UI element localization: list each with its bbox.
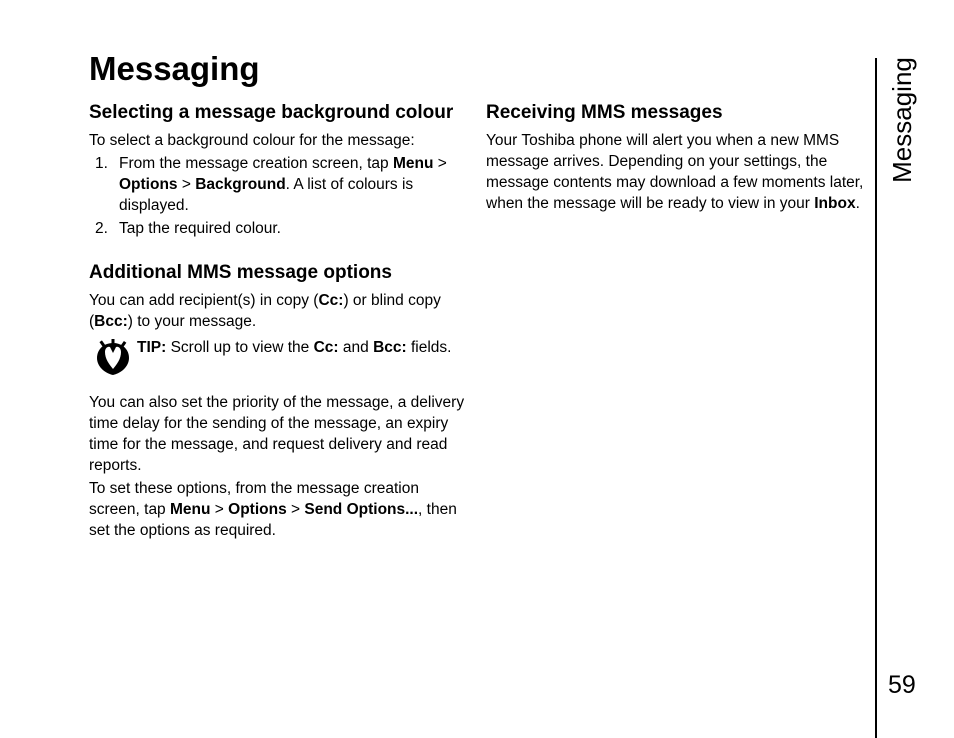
- intro-text: To select a background colour for the message:: [89, 132, 415, 149]
- side-tab-label: Messaging: [887, 57, 918, 183]
- side-chapter-tab: [882, 58, 922, 182]
- cc-term: Cc:: [318, 292, 344, 309]
- right-column: [486, 100, 864, 216]
- section-heading: Additional MMS message options: [89, 262, 392, 283]
- left-column: [89, 100, 471, 543]
- text-run: , then set the options as required.: [89, 501, 457, 539]
- section-background-colour: [89, 100, 471, 239]
- text-run: fields.: [406, 339, 452, 356]
- text-run: ) or blind copy (: [89, 292, 441, 330]
- page-number: 59: [888, 671, 916, 699]
- text-run: Your Toshiba phone will alert you when a new MMS message arrives. Depending on your settings, the message contents may download a few moments later, when the message will be ready to view in your: [486, 132, 864, 212]
- list-item: [89, 218, 471, 239]
- tip-box: [89, 337, 471, 379]
- step-number: 2.: [95, 220, 108, 237]
- step-text: Tap the required colour.: [119, 220, 281, 237]
- bcc-term: Bcc:: [94, 313, 128, 330]
- section-heading: Selecting a message background colour: [89, 102, 454, 123]
- text-run: ) to your message.: [127, 313, 257, 330]
- text-run: You can add recipient(s) in copy (: [89, 292, 319, 309]
- bcc-term: Bcc:: [373, 339, 407, 356]
- text-run: and: [338, 339, 374, 356]
- steps-list: [89, 153, 471, 239]
- inbox-term: Inbox: [814, 195, 856, 212]
- list-item: [89, 153, 471, 216]
- text-run: >: [286, 501, 305, 518]
- paragraph: [486, 130, 864, 214]
- section-heading: Receiving MMS messages: [486, 102, 723, 123]
- text-run: To set these options, from the message creation screen, tap: [89, 480, 419, 518]
- menu-term: Menu: [170, 501, 211, 518]
- side-divider-rule: [875, 58, 877, 738]
- text-run: Scroll up to view the: [166, 339, 314, 356]
- text-run: >: [210, 501, 229, 518]
- section-receiving-mms: [486, 100, 864, 214]
- page-title: Messaging: [89, 50, 260, 87]
- lightbulb-tip-icon: [95, 339, 131, 377]
- menu-term: Menu: [392, 155, 434, 172]
- step-text: >: [433, 155, 447, 172]
- step-text: From the message creation screen, tap: [119, 155, 393, 172]
- text-run: .: [855, 195, 860, 212]
- send-options-term: Send Options...: [304, 501, 419, 518]
- options-term: Options: [119, 176, 178, 193]
- options-term: Options: [228, 501, 287, 518]
- step-number: 1.: [95, 155, 108, 172]
- step-text: . A list of colours is displayed.: [119, 176, 414, 214]
- background-term: Background: [195, 176, 286, 193]
- paragraph: [89, 478, 471, 541]
- cc-term: Cc:: [313, 339, 339, 356]
- paragraph: You can also set the priority of the message, a delivery time delay for the sending of the message, an expiry time for the message, and request delivery and read reports.: [89, 394, 465, 474]
- section-additional-mms-options: [89, 260, 471, 541]
- paragraph: [89, 290, 471, 332]
- tip-label: TIP:: [137, 339, 167, 356]
- step-text: >: [177, 176, 196, 193]
